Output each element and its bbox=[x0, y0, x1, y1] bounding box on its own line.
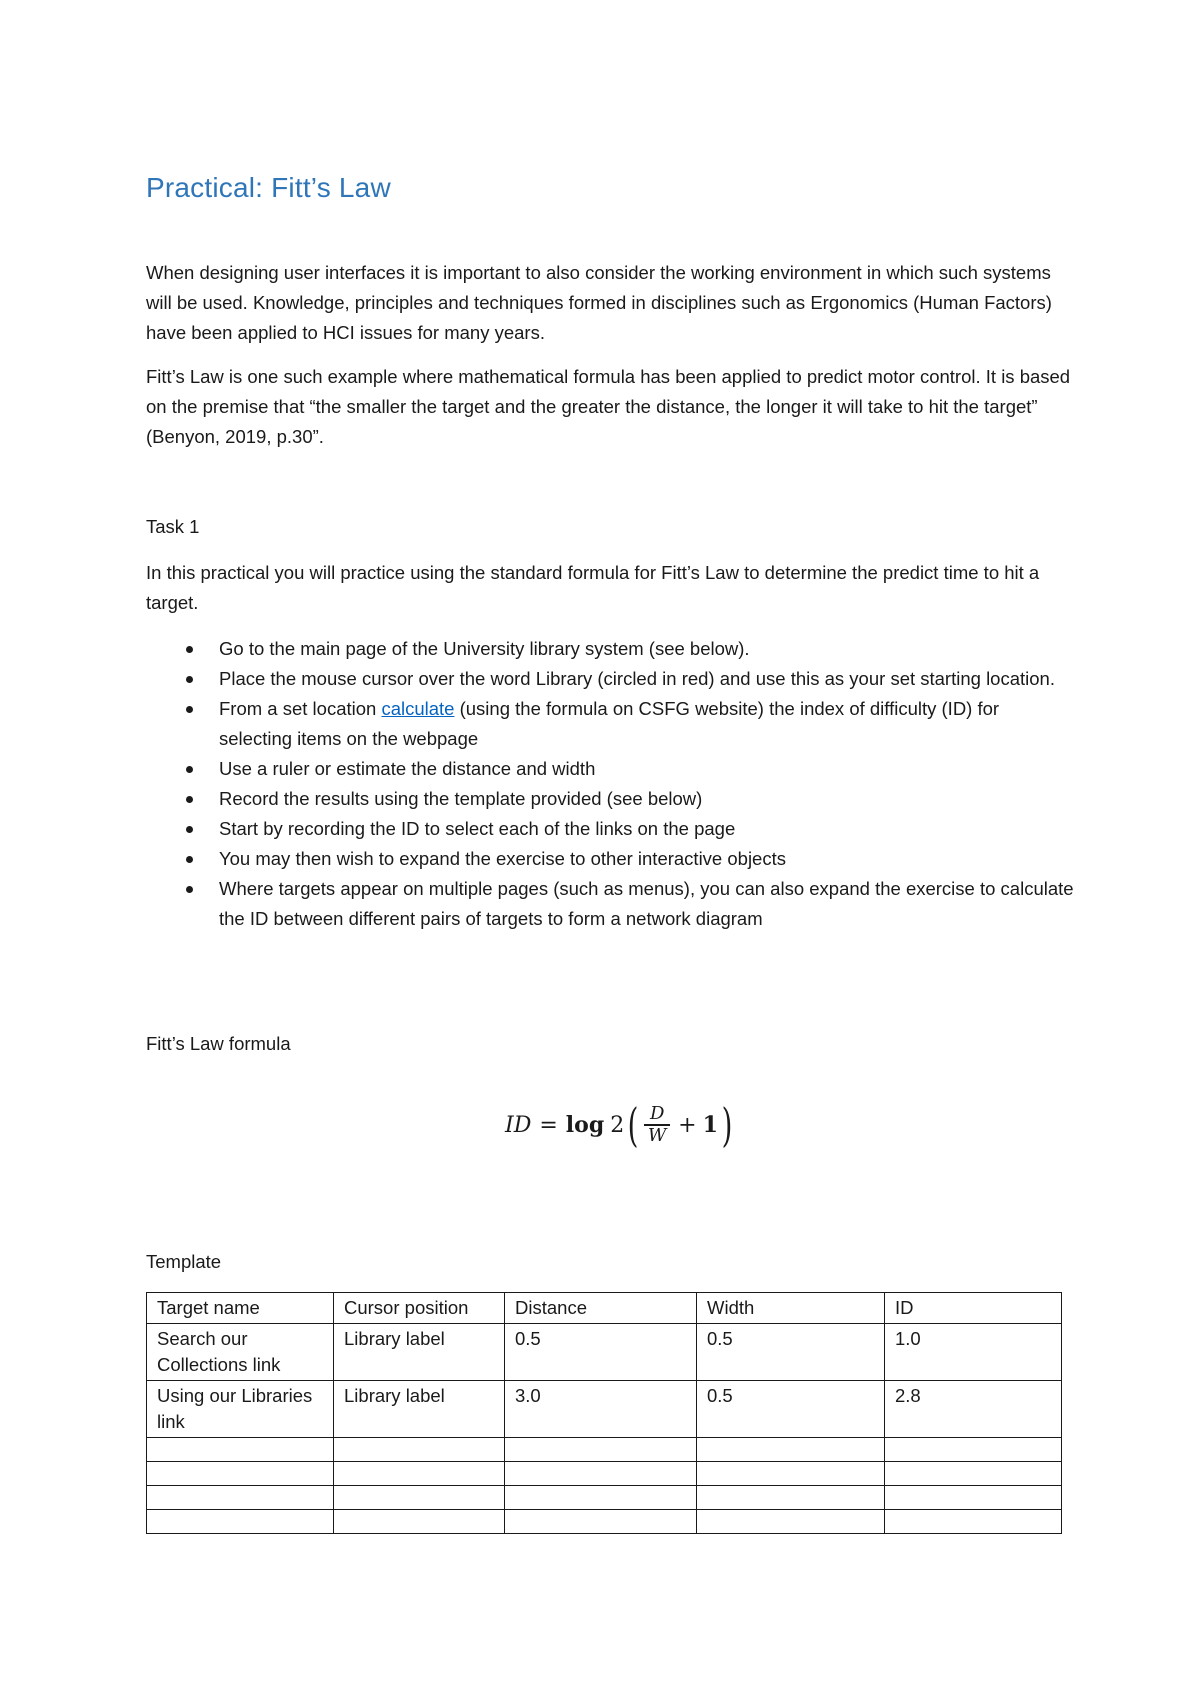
column-header: Cursor position bbox=[334, 1293, 505, 1324]
formula-heading: Fitt’s Law formula bbox=[146, 1033, 291, 1054]
intro-paragraph-2: Fitt’s Law is one such example where mathematical formula has been applied to predict motor control. It is based on the premise that “the smaller the target and the greater the distance, the longer it will take to hit the target” (Benyon, 2019, p.30”. bbox=[146, 366, 1071, 447]
table-cell[interactable] bbox=[505, 1510, 697, 1534]
table-cell[interactable] bbox=[334, 1438, 505, 1462]
formula-equals: = bbox=[539, 1112, 558, 1138]
table-row bbox=[147, 1438, 1062, 1462]
bullet-icon bbox=[186, 856, 193, 863]
formula-open-paren: ( bbox=[627, 1098, 639, 1152]
table-row bbox=[147, 1462, 1062, 1486]
page-title: Practical: Fitt’s Law bbox=[146, 172, 391, 203]
task-intro-paragraph: In this practical you will practice using the standard formula for Fitt’s Law to determine the predict time to hit a target. bbox=[146, 562, 1040, 613]
table-cell[interactable] bbox=[885, 1438, 1062, 1462]
bullet-icon bbox=[186, 796, 193, 803]
list-item bbox=[146, 844, 1076, 874]
table-cell[interactable] bbox=[147, 1438, 334, 1462]
list-item-text: Start by recording the ID to select each of the links on the page bbox=[219, 818, 736, 839]
table-cell[interactable] bbox=[147, 1462, 334, 1486]
table-row bbox=[147, 1381, 1062, 1438]
list-item-text: From a set location bbox=[219, 698, 382, 719]
list-item bbox=[146, 664, 1076, 694]
list-item-text: (using the formula on CSFG website) the index of difficulty (ID) for selecting items on the webpage bbox=[219, 698, 1000, 749]
results-template-table bbox=[146, 1292, 1062, 1534]
table-cell[interactable] bbox=[147, 1510, 334, 1534]
table-cell[interactable]: 0.5 bbox=[505, 1324, 697, 1381]
table-cell[interactable]: Using our Libraries link bbox=[147, 1381, 334, 1438]
table-cell[interactable] bbox=[697, 1486, 885, 1510]
formula-plus: + bbox=[678, 1112, 697, 1138]
formula-denominator: W bbox=[647, 1124, 667, 1146]
intro-paragraph-1: When designing user interfaces it is important to also consider the working environment in which such systems will be used. Knowledge, principles and techniques formed in disciplines such as Ergonomics (Human Factors) have been applied to HCI issues for many years. bbox=[146, 262, 1052, 343]
formula-constant: 1 bbox=[702, 1112, 718, 1138]
table-cell[interactable] bbox=[147, 1486, 334, 1510]
task-heading: Task 1 bbox=[146, 516, 200, 537]
table-cell[interactable]: 2.8 bbox=[885, 1381, 1062, 1438]
template-heading: Template bbox=[146, 1251, 222, 1272]
list-item-text: Place the mouse cursor over the word Library (circled in red) and use this as your set starting location. bbox=[219, 668, 1055, 689]
list-item bbox=[146, 874, 1076, 934]
column-header: Target name bbox=[147, 1293, 334, 1324]
formula-function: log bbox=[565, 1112, 605, 1138]
bullet-icon bbox=[186, 646, 193, 653]
table-cell[interactable]: 3.0 bbox=[505, 1381, 697, 1438]
table-header-row bbox=[147, 1293, 1062, 1324]
table-cell[interactable] bbox=[697, 1510, 885, 1534]
table-cell[interactable]: 0.5 bbox=[697, 1324, 885, 1381]
list-item-text: Use a ruler or estimate the distance and width bbox=[219, 758, 596, 779]
task-instructions-list bbox=[146, 634, 1076, 934]
table-row bbox=[147, 1510, 1062, 1534]
list-item-text: Where targets appear on multiple pages (such as menus), you can also expand the exercise to calculate the ID between different pairs of targets to form a network diagram bbox=[219, 878, 1074, 929]
table-row bbox=[147, 1324, 1062, 1381]
table-cell[interactable]: Library label bbox=[334, 1381, 505, 1438]
table-cell[interactable] bbox=[334, 1462, 505, 1486]
list-item-text: Go to the main page of the University library system (see below). bbox=[219, 638, 750, 659]
table-cell[interactable] bbox=[334, 1486, 505, 1510]
table-cell[interactable] bbox=[697, 1462, 885, 1486]
list-item-text: Record the results using the template provided (see below) bbox=[219, 788, 703, 809]
table-cell[interactable] bbox=[885, 1510, 1062, 1534]
list-item bbox=[146, 814, 1076, 844]
formula-close-paren: ) bbox=[721, 1098, 733, 1152]
column-header: Distance bbox=[505, 1293, 697, 1324]
formula-fraction bbox=[644, 1104, 670, 1146]
table-cell[interactable]: 1.0 bbox=[885, 1324, 1062, 1381]
bullet-icon bbox=[186, 706, 193, 713]
bullet-icon bbox=[186, 766, 193, 773]
table-cell[interactable] bbox=[885, 1462, 1062, 1486]
bullet-icon bbox=[186, 826, 193, 833]
bullet-icon bbox=[186, 676, 193, 683]
table-cell[interactable] bbox=[505, 1486, 697, 1510]
column-header: ID bbox=[885, 1293, 1062, 1324]
table-cell[interactable] bbox=[334, 1510, 505, 1534]
table-cell[interactable]: Library label bbox=[334, 1324, 505, 1381]
fitts-law-formula bbox=[505, 1095, 736, 1155]
table-cell[interactable]: 0.5 bbox=[697, 1381, 885, 1438]
list-item bbox=[146, 694, 1076, 754]
table-cell[interactable] bbox=[697, 1438, 885, 1462]
table-cell[interactable] bbox=[505, 1438, 697, 1462]
column-header: Width bbox=[697, 1293, 885, 1324]
table-cell[interactable] bbox=[885, 1486, 1062, 1510]
table-row bbox=[147, 1486, 1062, 1510]
formula-numerator: D bbox=[649, 1103, 665, 1125]
formula-lhs: ID bbox=[505, 1112, 532, 1138]
list-item-text: You may then wish to expand the exercise to other interactive objects bbox=[219, 848, 786, 869]
list-item bbox=[146, 634, 1076, 664]
table-cell[interactable] bbox=[505, 1462, 697, 1486]
list-item bbox=[146, 754, 1076, 784]
formula-base: 2 bbox=[610, 1112, 625, 1138]
list-item bbox=[146, 784, 1076, 814]
bullet-icon bbox=[186, 886, 193, 893]
table-cell[interactable]: Search our Collections link bbox=[147, 1324, 334, 1381]
calculate-link[interactable]: calculate bbox=[381, 698, 455, 719]
